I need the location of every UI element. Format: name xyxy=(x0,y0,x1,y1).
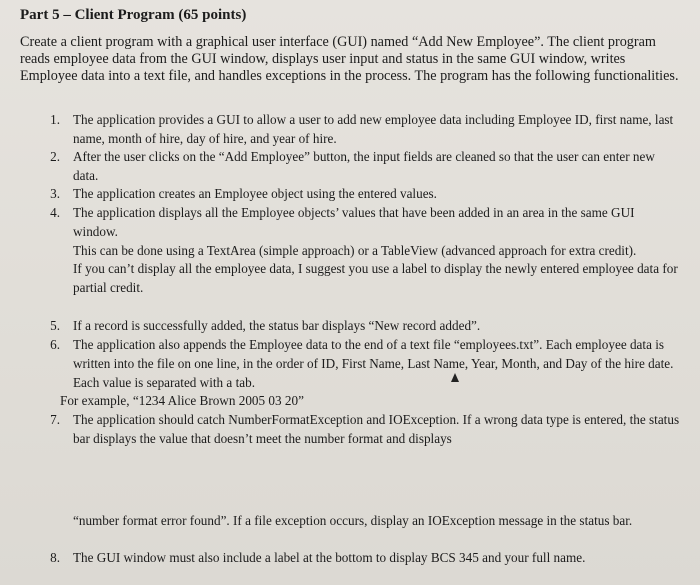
list-item xyxy=(40,204,680,298)
list-item-text: The application should catch NumberFormatException and IOException. If a wrong data type is entered, the status bar displays the value that doesn’t meet the number format and displays xyxy=(73,412,680,446)
list-item xyxy=(40,336,680,411)
list-item-number: 5. xyxy=(50,318,60,333)
list-item-text: If you can’t display all the employee data, I suggest you use a label to display the newly entered employee data for partial credit. xyxy=(73,261,678,296)
list-item xyxy=(40,148,680,186)
list-item-text: The application provides a GUI to allow a user to add new employee data including Employee ID, first name, last name, month of hire, day of hire, and year of hire. xyxy=(73,112,674,146)
list-item-text: This can be done using a TextArea (simple approach) or a TableView (advanced approach for extra credit). xyxy=(73,242,637,258)
list-item-number: 3. xyxy=(50,186,60,201)
list-item xyxy=(40,185,680,204)
list-item xyxy=(40,411,680,449)
list-item xyxy=(40,549,680,568)
list-item xyxy=(40,111,680,149)
list-item-text: The application creates an Employee object using the entered values. xyxy=(73,186,437,201)
file-format-example: For example, “1234 Alice Brown 2005 03 20” xyxy=(60,393,304,409)
list-item-text: If a record is successfully added, the status bar displays “New record added”. xyxy=(73,318,481,333)
list-item xyxy=(40,317,680,336)
list-item-text: The GUI window must also include a label at the bottom to display BCS 345 and your full name. xyxy=(73,550,586,565)
list-item-number: 2. xyxy=(50,149,60,164)
section-title: Part 5 – Client Program (65 points) xyxy=(20,7,247,23)
list-item-number: 6. xyxy=(50,337,60,352)
list-item-continuation xyxy=(40,512,680,531)
list-item-number: 7. xyxy=(50,412,60,427)
mouse-cursor-icon xyxy=(451,373,459,382)
list-item-text: After the user clicks on the “Add Employee” button, the input fields are cleaned so that the user can enter new data. xyxy=(73,149,655,183)
list-item-number: 1. xyxy=(50,112,60,127)
list-item-text: The application also appends the Employee data to the end of a text file “employees.txt”. Each employee data is written into the file on one line, in the order of ID, First Name, Last Name, Year, Month, and Day of the hire date. Each value is separated with a tab. xyxy=(73,337,674,390)
list-item-number: 4. xyxy=(50,205,60,220)
list-item-text: The application displays all the Employee objects’ values that have been added in an area in the same GUI window. xyxy=(73,205,635,239)
intro-paragraph: Create a client program with a graphical user interface (GUI) named “Add New Employee”. The client program reads employee data from the GUI window, displays user input and status in the same GUI window, writes Employee data into a text file, and handles exceptions in the process. The program has the following functionalities. xyxy=(20,34,679,85)
list-item-number: 8. xyxy=(50,550,60,565)
list-item-text: “number format error found”. If a file exception occurs, display an IOException message in the status bar. xyxy=(73,513,633,528)
